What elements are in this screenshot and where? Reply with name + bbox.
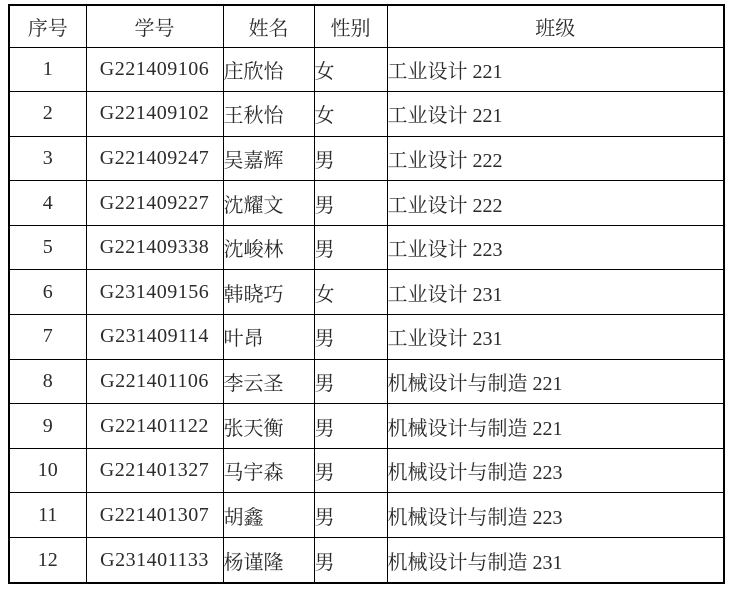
table-row [9,493,724,538]
cell-student-id: G221409227 [86,181,223,226]
cell-student-id: G221401106 [86,359,223,404]
cell-class: 工业设计 221 [387,92,724,137]
table-row [9,136,724,181]
table-row [9,47,724,92]
cell-class: 机械设计与制造 223 [387,493,724,538]
table-header [9,5,724,47]
cell-serial: 2 [9,92,86,137]
cell-name: 张天衡 [223,404,314,449]
cell-student-id: G221401122 [86,404,223,449]
cell-serial: 8 [9,359,86,404]
cell-serial: 12 [9,538,86,583]
cell-serial: 4 [9,181,86,226]
table-row [9,315,724,360]
cell-serial: 10 [9,448,86,493]
cell-gender: 女 [314,92,387,137]
cell-gender: 男 [314,404,387,449]
cell-student-id: G231401133 [86,538,223,583]
cell-class: 工业设计 222 [387,136,724,181]
cell-name: 胡鑫 [223,493,314,538]
cell-gender: 男 [314,315,387,360]
cell-serial: 1 [9,47,86,92]
cell-name: 庄欣怡 [223,47,314,92]
cell-class: 机械设计与制造 221 [387,404,724,449]
table-row [9,92,724,137]
cell-class: 工业设计 222 [387,181,724,226]
cell-student-id: G221409338 [86,225,223,270]
cell-class: 工业设计 223 [387,225,724,270]
table-row [9,270,724,315]
table-body [9,47,724,583]
cell-student-id: G231409114 [86,315,223,360]
cell-name: 王秋怡 [223,92,314,137]
cell-student-id: G221401327 [86,448,223,493]
cell-gender: 男 [314,181,387,226]
cell-class: 工业设计 231 [387,315,724,360]
cell-name: 叶昂 [223,315,314,360]
table-row [9,448,724,493]
cell-class: 机械设计与制造 221 [387,359,724,404]
cell-gender: 男 [314,448,387,493]
cell-gender: 男 [314,538,387,583]
cell-student-id: G221409102 [86,92,223,137]
cell-name: 吴嘉辉 [223,136,314,181]
cell-student-id: G231409156 [86,270,223,315]
col-header-student-id: 学号 [86,5,223,47]
cell-serial: 6 [9,270,86,315]
table-row [9,359,724,404]
cell-gender: 男 [314,136,387,181]
cell-student-id: G221409106 [86,47,223,92]
cell-student-id: G221409247 [86,136,223,181]
student-roster-table [8,4,725,584]
cell-gender: 女 [314,47,387,92]
cell-student-id: G221401307 [86,493,223,538]
table-row [9,225,724,270]
cell-class: 工业设计 231 [387,270,724,315]
col-header-gender: 性别 [314,5,387,47]
cell-serial: 3 [9,136,86,181]
header-row [9,5,724,47]
table-row [9,181,724,226]
col-header-serial: 序号 [9,5,86,47]
cell-class: 工业设计 221 [387,47,724,92]
cell-name: 马宇森 [223,448,314,493]
col-header-class: 班级 [387,5,724,47]
cell-gender: 男 [314,493,387,538]
cell-gender: 男 [314,359,387,404]
col-header-name: 姓名 [223,5,314,47]
cell-name: 韩晓巧 [223,270,314,315]
cell-serial: 9 [9,404,86,449]
cell-serial: 7 [9,315,86,360]
table-row [9,404,724,449]
cell-gender: 男 [314,225,387,270]
table-row [9,538,724,583]
cell-name: 杨谨隆 [223,538,314,583]
cell-gender: 女 [314,270,387,315]
cell-name: 李云圣 [223,359,314,404]
cell-class: 机械设计与制造 231 [387,538,724,583]
cell-serial: 5 [9,225,86,270]
cell-name: 沈耀文 [223,181,314,226]
cell-name: 沈峻林 [223,225,314,270]
cell-serial: 11 [9,493,86,538]
cell-class: 机械设计与制造 223 [387,448,724,493]
